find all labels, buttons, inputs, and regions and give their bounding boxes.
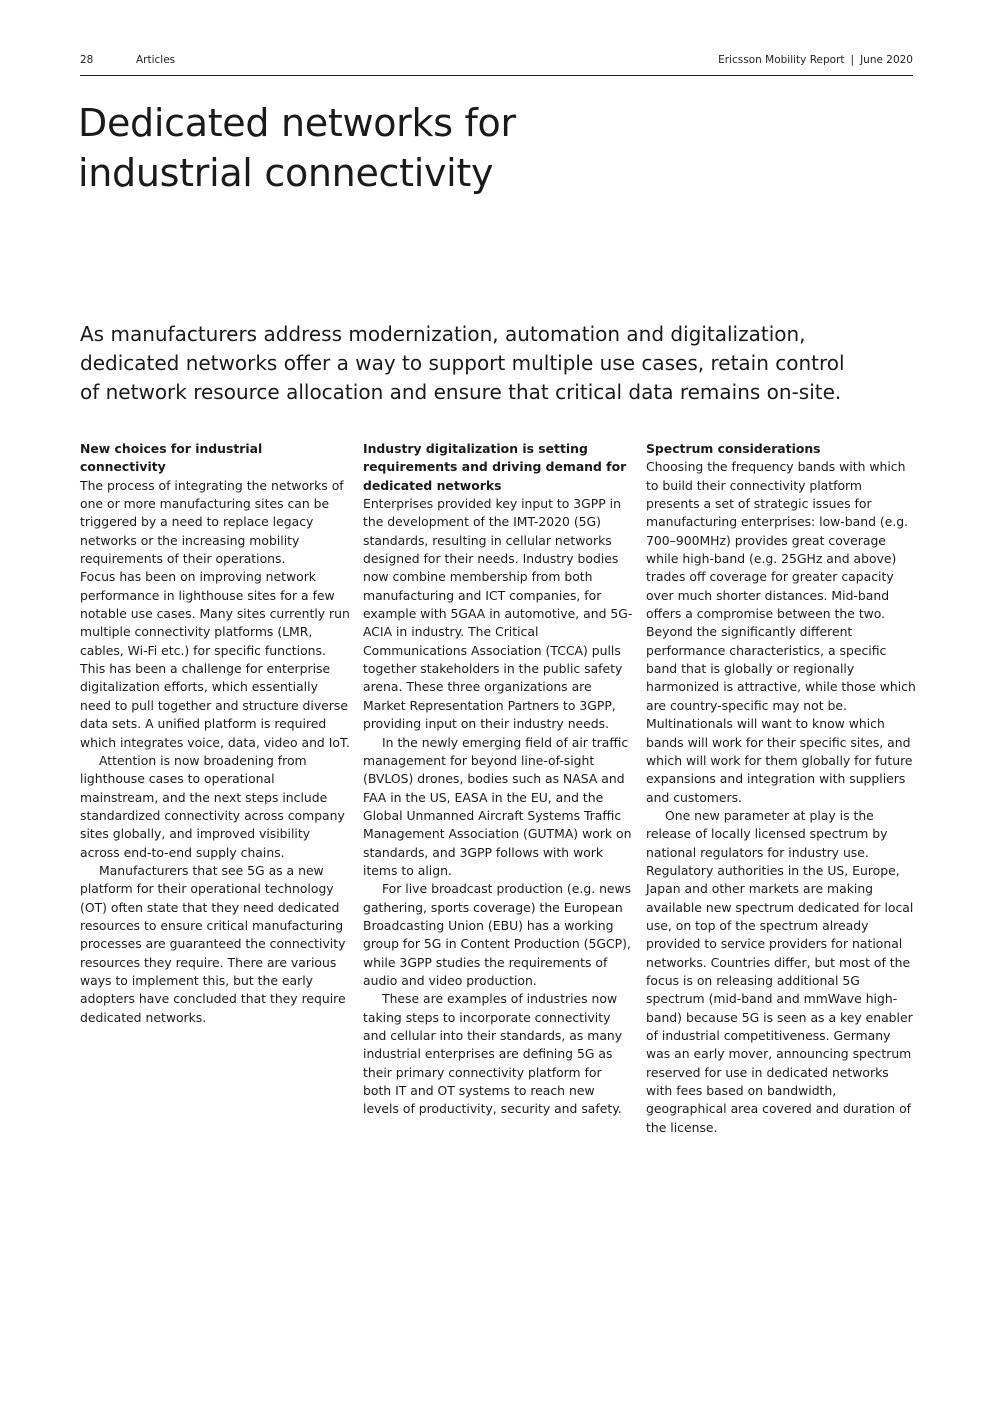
column-2 [363, 440, 633, 1119]
column-3-paragraph-1: Choosing the frequency bands with which to build their connectivity platform presents a set of strategic issues for manufacturing enterprises: low-band (e.g. 700–900MHz) provides great coverage while high-band (e.g. 25GHz and above) trades off coverage for greater capacity over much shorter distances. Mid-band offers a compromise between the two. Beyond the significantly different performance characteristics, a specific band that is globally or regionally harmonized is attractive, while those which are country-specific may not be. [646, 459, 916, 713]
column-2-heading-line-3: dedicated networks [363, 477, 502, 493]
column-1-paragraph-3: Attention is now broadening from lighthouse cases to operational mainstream, and the next steps include standardized connectivity across company sites globally, and improved visibility across end-to-end supply chains. [80, 752, 345, 860]
page-number: 28 [80, 54, 94, 66]
article-title-line-1: Dedicated networks for [78, 101, 516, 145]
intro-line-1: As manufacturers address modernization, automation and digitalization, [80, 322, 806, 346]
article-intro [80, 320, 880, 407]
article-title [78, 98, 678, 198]
column-3-heading: Spectrum considerations [646, 441, 821, 456]
column-3 [646, 440, 916, 1137]
column-2-heading [363, 440, 633, 495]
column-1-paragraph-2: Focus has been on improving network performance in lighthouse sites for a few notable use cases. Many sites currently run multiple connectivity platforms (LMR, cables, Wi-Fi etc.) for specific functions. This has been a challenge for enterprise digitalization efforts, which essentially need to pull together and structure diverse data sets. A unified platform is required which integrates voice, data, video and IoT. [80, 569, 350, 750]
publication-info [718, 52, 913, 68]
page-header [80, 52, 913, 76]
column-3-paragraph-2: Multinationals will want to know which bands will work for their specific sites, and which will work for them globally for future expansions and integration with suppliers and customers. [646, 716, 913, 805]
intro-line-3: of network resource allocation and ensure that critical data remains on-site. [80, 380, 842, 404]
section-label: Articles [136, 54, 176, 66]
header-separator: | [850, 54, 855, 66]
column-1-heading: New choices for industrial connectivity [80, 441, 263, 475]
column-1-paragraph-4: Manufacturers that see 5G as a new platform for their operational technology (OT) often state that they need dedicated resources to ensure critical manufacturing processes are guaranteed the connectivity resources they require. There are various ways to implement this, but the early adopters have concluded that they require dedicated networks. [80, 862, 346, 1025]
column-2-heading-line-1: Industry digitalization is setting [363, 441, 588, 456]
column-2-heading-line-2: requirements and driving demand for [363, 459, 627, 475]
article-title-line-2: industrial connectivity [78, 151, 494, 195]
column-2-paragraph-1: Enterprises provided key input to 3GPP in the development of the IMT-2020 (5G) standards, resulting in cellular networks designed for their needs. Industry bodies now combine membership from both manufacturing and ICT companies, for example with 5GAA in automotive, and 5G-ACIA in industry. The Critical Communications Association (TCCA) pulls together stakeholders in the public safety arena. These three organizations are Market Representation Partners to 3GPP, providing input on their industry needs. [363, 496, 633, 732]
column-3-paragraph-3: One new parameter at play is the release of locally licensed spectrum by national regulators for industry use. Regulatory authorities in the US, Europe, Japan and other markets are making available new spectrum dedicated for local use, on top of the spectrum already provided to service providers for national networks. Countries differ, but most of the focus is on releasing additional 5G spectrum (mid-band and mmWave high-band) because 5G is seen as a key enabler of industrial competitiveness. Germany was an early mover, announcing spectrum reserved for use in dedicated networks with fees based on bandwidth, geographical area covered and duration of the license. [646, 807, 914, 1135]
column-2-paragraph-3: For live broadcast production (e.g. news gathering, sports coverage) the European Broadcasting Union (EBU) has a working group for 5G in Content Production (5GCP), while 3GPP studies the requirements of audio and video production. [363, 881, 632, 988]
column-1-paragraph-1: The process of integrating the networks of one or more manufacturing sites can be triggered by a need to replace legacy networks or the increasing mobility requirements of their operations. [80, 477, 344, 567]
publication-title: Ericsson Mobility Report [718, 54, 845, 66]
column-2-paragraph-2: In the newly emerging field of air traffic management for beyond line-of-sight (BVLOS) drones, bodies such as NASA and FAA in the US, EASA in the EU, and the Global Unmanned Aircraft Systems Traffic Management Association (GUTMA) work on standards, and 3GPP follows with work items to align. [363, 734, 632, 878]
publication-date: June 2020 [860, 54, 913, 66]
intro-line-2: dedicated networks offer a way to support multiple use cases, retain control [80, 351, 845, 375]
column-1 [80, 440, 350, 1027]
column-2-paragraph-4: These are examples of industries now taking steps to incorporate connectivity and cellular into their standards, as many industrial enterprises are defining 5G as their primary connectivity platform for both IT and OT systems to reach new levels of productivity, security and safety. [363, 991, 623, 1117]
